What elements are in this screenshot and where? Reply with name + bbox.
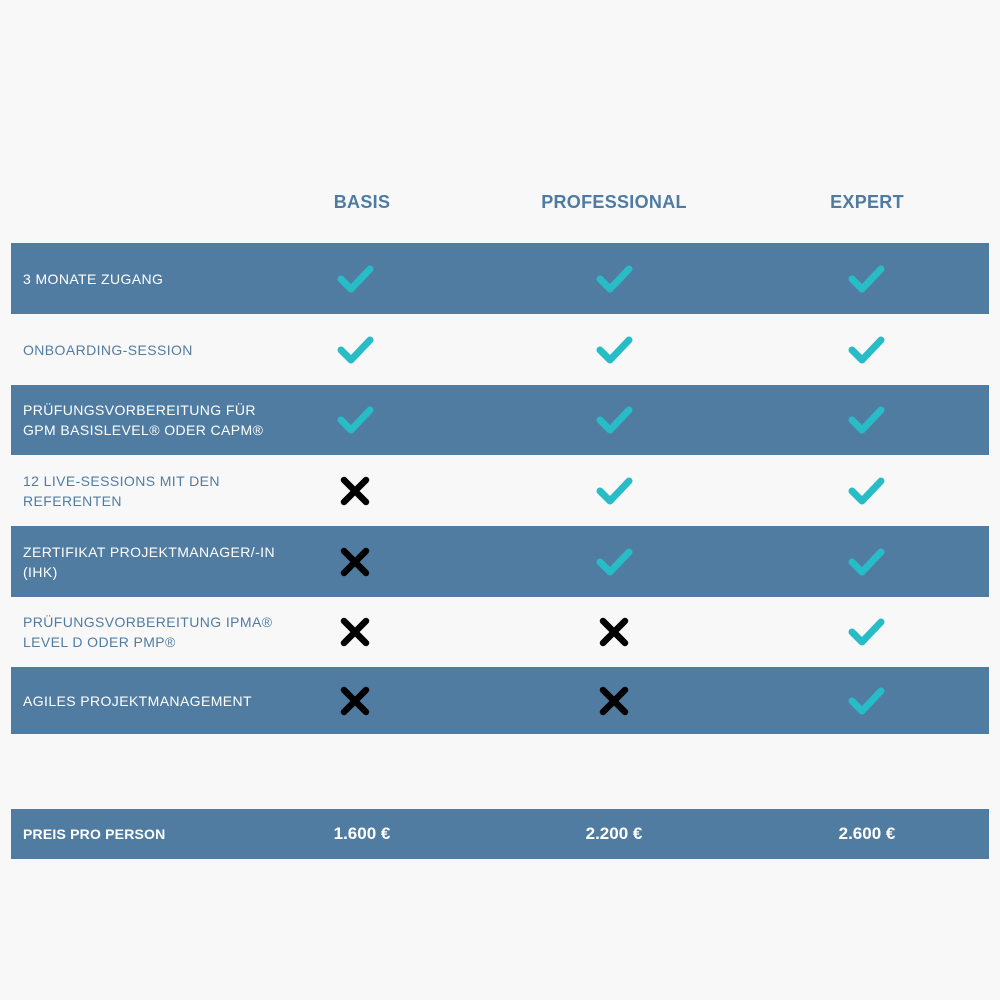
feature-row	[11, 455, 989, 526]
check-icon	[846, 542, 886, 582]
feature-label: PRÜFUNGSVORBEREITUNG FÜR GPM BASISLEVEL® ODER CAPM®	[23, 402, 264, 438]
price-professional: 2.200 €	[585, 824, 643, 843]
check-icon	[846, 400, 886, 440]
check-icon	[594, 471, 634, 511]
feature-label: 3 MONATE ZUGANG	[23, 270, 164, 287]
check-icon	[335, 400, 375, 440]
check-icon	[594, 259, 634, 299]
price-label: PREIS PRO PERSON	[23, 826, 166, 842]
check-icon	[335, 259, 375, 299]
feature-row	[11, 243, 989, 314]
check-icon	[594, 542, 634, 582]
feature-row	[11, 314, 989, 385]
check-icon	[594, 330, 634, 370]
feature-row	[11, 385, 989, 455]
cross-icon	[594, 612, 634, 652]
feature-label: 12 LIVE-SESSIONS MIT DEN REFERENTEN	[23, 472, 220, 509]
cross-icon	[335, 612, 375, 652]
feature-label: ONBOARDING-SESSION	[23, 341, 193, 358]
plan-header-basis: BASIS	[333, 192, 391, 212]
cross-icon	[335, 681, 375, 721]
cross-icon	[335, 542, 375, 582]
price-row	[11, 809, 989, 859]
feature-label: AGILES PROJEKTMANAGEMENT	[23, 692, 252, 709]
check-icon	[846, 471, 886, 511]
check-icon	[846, 330, 886, 370]
cross-icon	[335, 471, 375, 511]
price-expert: 2.600 €	[838, 824, 896, 843]
check-icon	[846, 681, 886, 721]
check-icon	[594, 400, 634, 440]
plan-header-professional: PROFESSIONAL	[541, 192, 687, 212]
plan-header-expert: EXPERT	[830, 192, 904, 212]
check-icon	[846, 259, 886, 299]
cross-icon	[594, 681, 634, 721]
price-basis: 1.600 €	[333, 824, 391, 843]
check-icon	[335, 330, 375, 370]
feature-label: ZERTIFIKAT PROJEKTMANAGER/-IN (IHK)	[23, 543, 275, 580]
feature-row	[11, 526, 989, 597]
feature-label: PRÜFUNGSVORBEREITUNG IPMA® LEVEL D ODER PMP®	[23, 614, 273, 650]
feature-row	[11, 597, 989, 667]
check-icon	[846, 612, 886, 652]
feature-row	[11, 667, 989, 734]
